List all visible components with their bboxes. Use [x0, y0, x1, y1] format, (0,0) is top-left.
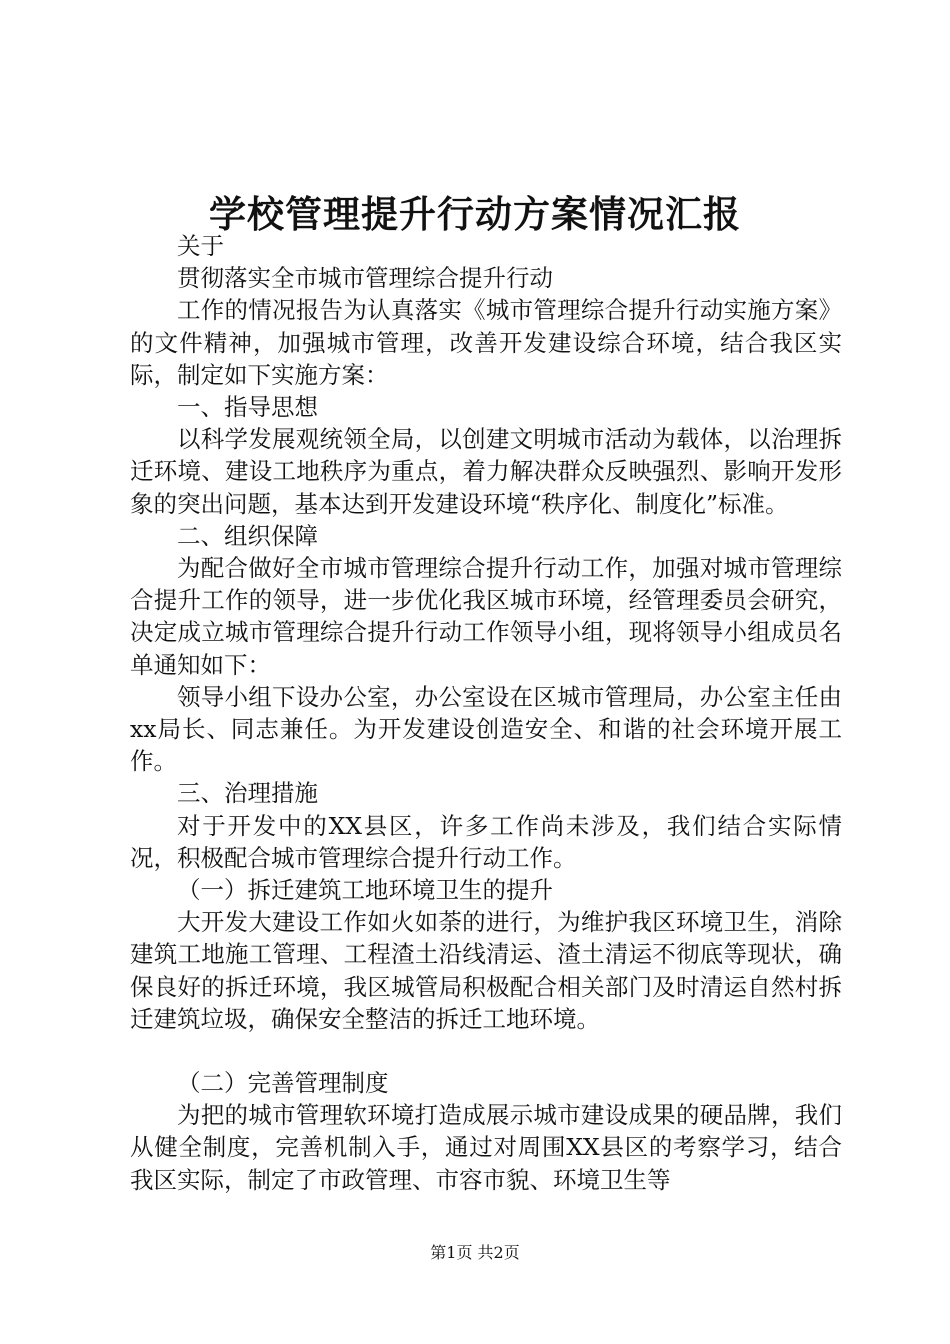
paragraph-demolition-sanitation: 大开发大建设工作如火如荼的进行，为维护我区环境卫生，消除建筑工地施工管理、工程渣土沿线清运、渣土清运不彻底等现状，确保良好的拆迁环境，我区城管局积极配合相关部门及时清运自然村拆迁建筑垃圾，确保安全整洁的拆迁工地环境。 [130, 908, 842, 1033]
paragraph-organization-2: 领导小组下设办公室，办公室设在区城市管理局，办公室主任由xx局长、同志兼任。为开发建设创造安全、和谐的社会环境开展工作。 [130, 682, 842, 776]
paragraph-intro-3: 工作的情况报告为认真落实《城市管理综合提升行动实施方案》的文件精神，加强城市管理，改善开发建设综合环境，结合我区实际，制定如下实施方案： [130, 296, 842, 389]
subheading-demolition-sanitation: （一）拆迁建筑工地环境卫生的提升 [177, 876, 553, 905]
paragraph-guiding-thought: 以科学发展观统领全局，以创建文明城市活动为载体，以治理拆迁环境、建设工地秩序为重点，着力解决群众反映强烈、影响开发形象的突出问题，基本达到开发建设环境“秩序化、制度化”标准。 [130, 425, 842, 518]
heading-measures: 三、治理措施 [177, 779, 318, 808]
heading-guiding-thought: 一、指导思想 [177, 393, 318, 422]
paragraph-measures: 对于开发中的XX县区，许多工作尚未涉及，我们结合实际情况，积极配合城市管理综合提升行动工作。 [130, 811, 842, 872]
document-title: 学校管理提升行动方案情况汇报 [209, 192, 741, 236]
paragraph-intro-2: 贯彻落实全市城市管理综合提升行动 [177, 264, 553, 293]
heading-organization: 二、组织保障 [177, 521, 318, 550]
page-footer: 第1页 共2页 [430, 1243, 520, 1262]
subheading-management-system: （二）完善管理制度 [177, 1069, 389, 1098]
document-body [130, 230, 842, 1196]
paragraph-organization-1: 为配合做好全市城市管理综合提升行动工作，加强对城市管理综合提升工作的领导，进一步优化我区城市环境，经管理委员会研究，决定成立城市管理综合提升行动工作领导小组，现将领导小组成员名单通知如下： [130, 554, 842, 679]
paragraph-management-system: 为把的城市管理软环境打造成展示城市建设成果的硬品牌，我们从健全制度，完善机制入手，通过对周围XX县区的考察学习，结合我区实际，制定了市政管理、市容市貌、环境卫生等 [130, 1101, 842, 1194]
paragraph-intro-1: 关于 [177, 232, 224, 260]
